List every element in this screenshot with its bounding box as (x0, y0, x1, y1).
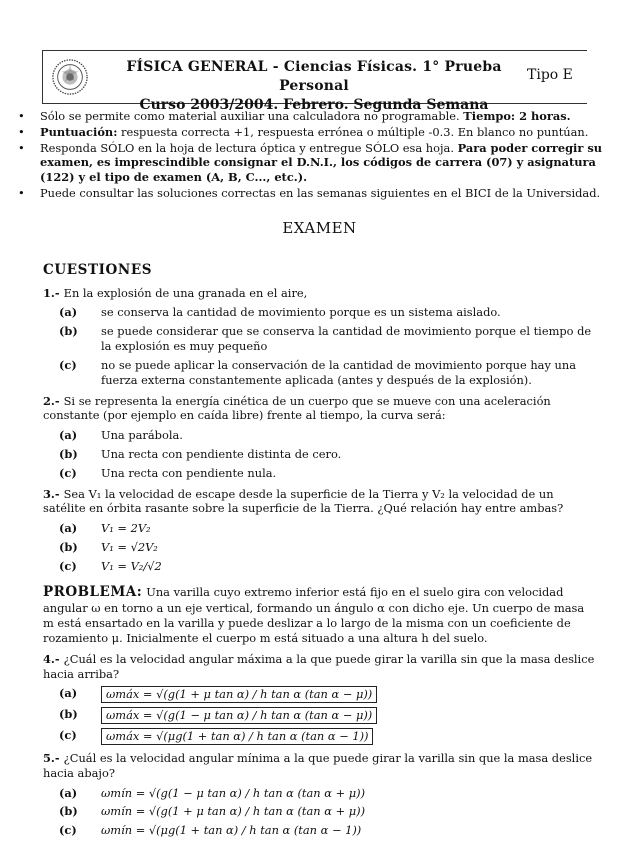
question-number: 2.- (43, 393, 60, 408)
instruction-item (16, 186, 616, 201)
exam-header (42, 50, 587, 113)
option-b (43, 447, 595, 462)
option-label: (b) (59, 804, 78, 819)
option-text: se puede considerar que se conserva la cantidad de movimiento porque el tiempo de la explosión es muy pequeño (101, 324, 592, 354)
problem-statement (43, 584, 595, 646)
question-text: ¿Cuál es la velocidad angular máxima a la que puede girar la varilla sin que la masa deslice hacia arriba? (43, 651, 595, 681)
option-label: (c) (59, 357, 77, 372)
option-text: ωmáx = √(g(1 − μ tan α) / h tan α (tan α − μ)) (101, 707, 377, 724)
option-a (43, 686, 595, 703)
option-c (43, 559, 595, 574)
option-a (43, 428, 595, 443)
option-b (43, 707, 595, 724)
instruction-item (16, 109, 616, 124)
option-text: Una recta con pendiente nula. (101, 465, 277, 480)
question-number: 1.- (43, 285, 60, 300)
header-title (109, 58, 519, 115)
option-label: (c) (59, 558, 77, 573)
question-number: 3.- (43, 486, 60, 501)
option-label: (c) (59, 728, 77, 743)
question-4 (43, 652, 595, 745)
question-number: 5.- (43, 750, 60, 765)
option-b (43, 324, 595, 354)
question-3 (43, 487, 595, 574)
option-text: V₁ = √2V₂ (101, 540, 158, 555)
instruction-item (16, 125, 616, 140)
question-1 (43, 286, 595, 388)
option-b (43, 804, 595, 819)
option-a (43, 305, 595, 320)
option-label: (c) (59, 465, 77, 480)
option-label: (b) (59, 707, 78, 722)
exam-title: EXAMEN (282, 219, 357, 237)
header-line-2: Curso 2003/2004. Febrero. Segunda Semana (139, 96, 489, 113)
option-text: Una recta con pendiente distinta de cero. (101, 447, 342, 461)
option-c (43, 823, 595, 838)
question-2 (43, 394, 595, 481)
option-label: (a) (59, 686, 78, 701)
option-text: se conserva la cantidad de movimiento porque es un sistema aislado. (101, 305, 501, 320)
option-text: ωmáx = √(g(1 + μ tan α) / h tan α (tan α − μ)) (101, 686, 377, 703)
question-text: Sea V₁ la velocidad de escape desde la superficie de la Tierra y V₂ la velocidad de un satélite en órbita rasante sobre la superficie de la Tierra. ¿Qué relación hay entre ambas? (43, 486, 564, 516)
option-c (43, 728, 595, 745)
instruction-emphasis: Puntuación: (40, 124, 118, 139)
option-label: (b) (59, 540, 78, 555)
option-c (43, 466, 595, 481)
option-a (43, 786, 595, 801)
question-text: Si se representa la energía cinética de un cuerpo que se mueve con una aceleración constante (por ejemplo en caída libre) frente al tiempo, la curva será: (43, 393, 551, 423)
problem-heading: PROBLEMA: (43, 583, 143, 600)
university-seal-icon (51, 58, 89, 96)
option-label: (b) (59, 324, 78, 339)
option-text: Una parábola. (101, 428, 183, 443)
instruction-item (16, 141, 616, 185)
instruction-emphasis: Para poder corregir su examen, es imprescindible consignar el D.N.I., los códigos de carrera (07) y asignatura (122) y el tipo de examen (A, B, C..., etc.). (40, 140, 603, 185)
option-c (43, 358, 595, 388)
option-label: (c) (59, 823, 77, 838)
option-text: V₁ = V₂/√2 (101, 558, 162, 573)
option-b (43, 540, 595, 555)
question-text: ¿Cuál es la velocidad angular mínima a la que puede girar la varilla sin que la masa deslice hacia abajo? (43, 750, 593, 780)
exam-type: Tipo E (527, 67, 573, 83)
option-label: (a) (59, 785, 78, 800)
option-a (43, 521, 595, 536)
option-text: ωmín = √(g(1 − μ tan α) / h tan α (tan α + μ)) (101, 785, 366, 800)
instruction-text: Sólo se permite como material auxiliar una calculadora no programable. (40, 109, 464, 123)
instructions-list (16, 109, 616, 202)
option-text: V₁ = 2V₂ (101, 521, 151, 536)
option-label: (a) (59, 521, 78, 536)
instruction-emphasis: Tiempo: 2 horas. (463, 109, 571, 123)
option-text: ωmín = √(μg(1 + tan α) / h tan α (tan α − 1)) (101, 823, 362, 838)
bullet-icon: • (18, 124, 25, 139)
option-text: ωmín = √(g(1 + μ tan α) / h tan α (tan α + μ)) (101, 804, 366, 819)
question-5 (43, 751, 595, 838)
option-text: no se puede aplicar la conservación de la cantidad de movimiento porque hay una fuerza externa constantemente aplicada (antes y después de la explosión). (101, 357, 576, 387)
option-text: ωmáx = √(μg(1 + tan α) / h tan α (tan α − 1)) (101, 728, 373, 745)
bullet-icon: • (18, 186, 25, 201)
instruction-text: Puede consultar las soluciones correctas en las semanas siguientes en el BICI de la Universidad. (40, 186, 601, 201)
option-label: (a) (59, 428, 78, 443)
instruction-text: respuesta correcta +1, respuesta errónea o múltiple -0.3. En blanco no puntúan. (117, 124, 589, 139)
question-number: 4.- (43, 651, 60, 666)
bullet-icon: • (18, 140, 25, 155)
question-text: En la explosión de una granada en el aire, (63, 285, 308, 300)
cuestiones-heading: CUESTIONES (43, 262, 153, 278)
instruction-text: Responda SÓLO en la hoja de lectura óptica y entregue SÓLO esa hoja. (40, 140, 458, 155)
exam-content (43, 262, 595, 842)
option-label: (a) (59, 305, 78, 320)
bullet-icon: • (18, 109, 25, 123)
header-line-1: FÍSICA GENERAL - Ciencias Físicas. 1° Prueba Personal (126, 59, 502, 94)
problem-text: Una varilla cuyo extremo inferior está fijo en el suelo gira con velocidad angular ω en torno a un eje vertical, formando un ángulo α con dicho eje. Un cuerpo de masa m está ensartado en la varilla y puede deslizar a lo largo de la misma con un coeficiente de rozamiento μ. Inicialmente el cuerpo m está situado a una altura h del suelo. (43, 584, 585, 645)
option-label: (b) (59, 447, 78, 461)
